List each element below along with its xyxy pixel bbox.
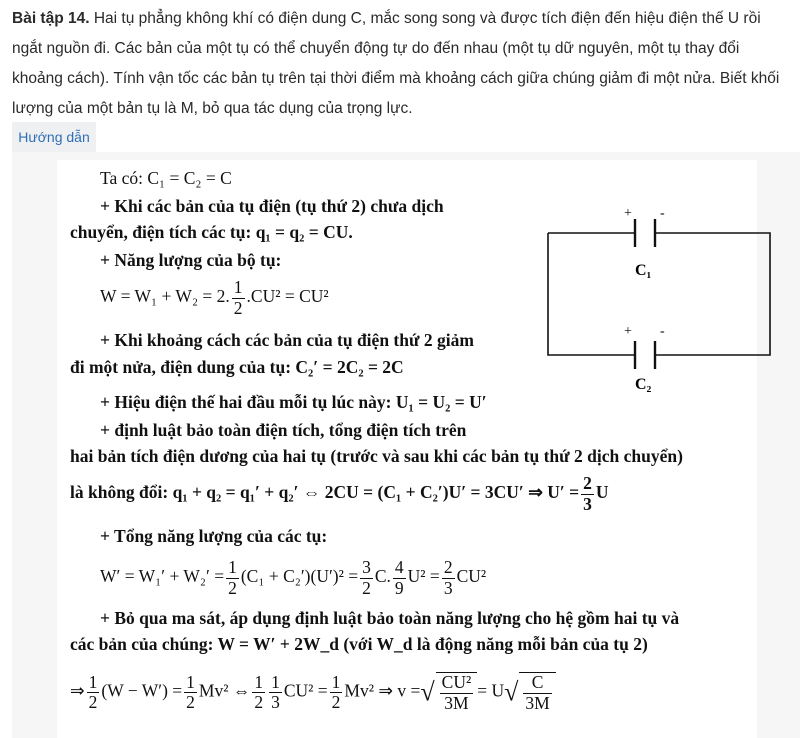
solution-line: + Hiệu điện thế hai đầu mỗi tụ lúc này: U₁ = U₂ = U′ xyxy=(100,392,487,412)
sqrt-symbol: √ xyxy=(504,677,519,707)
problem-label: Bài tập 14. xyxy=(12,10,90,27)
sqrt-symbol: √ xyxy=(420,677,435,707)
fraction: $\frac{\text{CU²}}{3M}$ xyxy=(441,672,472,713)
equation-total-energy: W′ = W₁′ + W₂′ = $\frac{1}{2}$ (C₁ + C₂′)(U′)² = $\frac{3}{2}$ C. $\frac{4}{9}$ U² = $\frac{2}{3}$ CU² xyxy=(100,557,487,598)
fraction: $\frac{1}{2}$ xyxy=(254,671,264,712)
circuit-diagram xyxy=(540,205,780,395)
c2-plus-sign: + xyxy=(624,324,632,339)
fraction: $\frac{1}{2}$ xyxy=(233,277,243,318)
solution-line: Ta có: C₁ = C₂ = C xyxy=(100,168,232,188)
solution-line: + Khi các bản của tụ điện (tụ thứ 2) chưa dịch xyxy=(100,196,444,216)
solution-line: đi một nửa, điện dung của tụ: C₂′ = 2C₂ = 2C xyxy=(70,357,404,377)
fraction: $\frac{3}{2}$ xyxy=(362,557,371,598)
solution-line: các bản của chúng: W = W′ + 2W_d (với W_d là động năng mỗi bản của tụ 2) xyxy=(70,634,648,654)
capacitor-c1-symbol xyxy=(635,219,655,247)
fraction: $\frac{1}{2}$ xyxy=(331,671,341,712)
solution-line: + Năng lượng của bộ tụ: xyxy=(100,250,282,270)
c2-label: C₂ xyxy=(635,376,652,393)
solution-line: + Tổng năng lượng của các tụ: xyxy=(100,526,328,546)
equation-energy: W = W₁ + W₂ = 2. $\frac{1}{2}$ .CU² = CU² xyxy=(100,277,329,318)
fraction: $\frac{1}{3}$ xyxy=(271,671,280,712)
guide-button[interactable]: Hướng dẫn xyxy=(12,122,96,152)
fraction: $\frac{2}{3}$ xyxy=(443,557,453,598)
fraction: $\frac{2}{3}$ xyxy=(583,473,592,514)
equation-charge: là không đổi: q₁ + q₂ = q₁′ + q₂′ ⇔ 2CU = (C₁ + C₂′)U′ = 3CU′ ⇒ U′ = $\frac{2}{3}$ U xyxy=(70,473,609,514)
fraction: $\frac{4}{9}$ xyxy=(394,557,404,598)
c1-plus-sign: + xyxy=(624,206,632,221)
fraction: $\frac{C}{3M}$ xyxy=(525,672,550,713)
c1-minus-sign: - xyxy=(660,206,665,221)
solution-line: + Khi khoảng cách các bản của tụ điện thứ 2 giảm xyxy=(100,330,474,350)
circuit-wires xyxy=(548,233,770,355)
fraction: $\frac{1}{2}$ xyxy=(186,671,195,712)
c2-minus-sign: - xyxy=(660,324,665,339)
solution-line: chuyển, điện tích các tụ: q₁ = q₂ = CU. xyxy=(70,222,353,242)
problem-text: Hai tụ phẳng không khí có điện dung C, mắc song song và được tích điện đến hiệu điện thế U rồi ngắt nguồn đi. Các bản của một tụ có thể chuyển động tự do đến nhau (một tụ dữ nguyên, một tụ thay đổi khoảng cách). Tính vận tốc các bản tụ trên tại thời điểm mà khoảng cách giữa chúng giảm đi một nửa. Biết khối lượng của một bản tụ là M, bỏ qua tác dụng của trọng lực. xyxy=(12,10,780,117)
fraction: $\frac{1}{2}$ xyxy=(228,557,237,598)
fraction: $\frac{1}{2}$ xyxy=(88,671,98,712)
equation-velocity: ⇒ $\frac{1}{2}$ (W − W′) = $\frac{1}{2}$ Mv² ⇔ $\frac{1}{2}$ $\frac{1}{3}$ CU² = $\frac{1}{2}$ Mv² ⇒ v =√ $\frac{\text{CU²}}{3M}$ = U√ $\frac{C}{3M}$ xyxy=(70,672,556,713)
solution-line: hai bản tích điện dương của hai tụ (trước và sau khi các bản tụ thứ 2 dịch chuyển) xyxy=(70,446,683,466)
capacitor-c2-symbol xyxy=(635,341,655,369)
problem-statement xyxy=(12,4,792,124)
c1-label: C₁ xyxy=(635,262,652,279)
solution-line: + Bỏ qua ma sát, áp dụng định luật bảo toàn năng lượng cho hệ gồm hai tụ và xyxy=(100,608,680,628)
solution-line: + định luật bảo toàn điện tích, tổng điện tích trên xyxy=(100,420,467,440)
